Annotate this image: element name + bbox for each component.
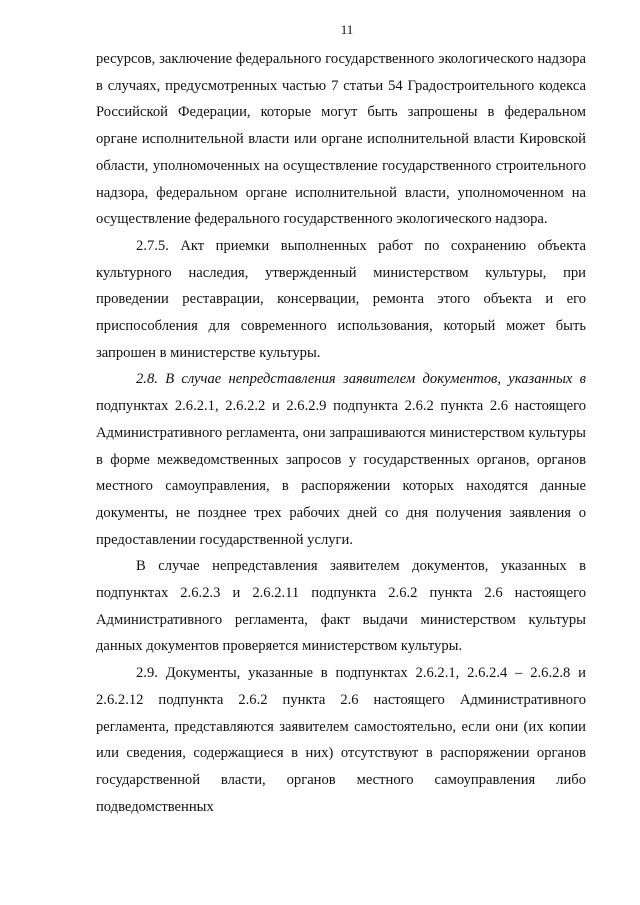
paragraph-2-8-continued: В случае непредставления заявителем документов, указанных в подпунктах 2.6.2.3 и 2.6.2.11 подпункта 2.6.2 пункта 2.6 настоящего Административного регламента, факт выдачи министерством культуры данных документов проверяется министерством культуры. [96,558,586,655]
paragraph-continuation: ресурсов, заключение федерального государственного экологического надзора в случаях, предусмотренных частью 7 статьи 54 Градостроительного кодекса Российской Федерации, которые могут быть запрошены в федеральном органе исполнительной власти или органе исполнительной власти Кировской области, уполномоченных на осуществление государственного строительного надзора, федеральном органе исполнительной власти, уполномоченном на осуществление федерального государственного экологического надзора. [96,51,586,228]
paragraph-2-7-5: 2.7.5. Акт приемки выполненных работ по сохранению объекта культурного наследия, утвержденный министерством культуры, при проведении реставрации, консервации, ремонта этого объекта и его приспособления для современного использования, который может быть запрошен в министерстве культуры. [96,237,586,361]
paragraph-2-8-body: подпунктах 2.6.2.1, 2.6.2.2 и 2.6.2.9 подпункта 2.6.2 пункта 2.6 настоящего Административного регламента, они запрашиваются министерством культуры в форме межведомственных запросов у государственных органов, органов местного самоуправления, в распоряжении которых находятся данные документы, не позднее трех рабочих дней со дня получения заявления о предоставлении государственной услуги. [96,398,586,548]
paragraph-2-8-italic-lead: 2.8. В случае непредставления заявителем документов, указанных в [136,371,586,388]
paragraph-2-8 [96,366,586,553]
paragraph-2-9: 2.9. Документы, указанные в подпунктах 2.6.2.1, 2.6.2.4 – 2.6.2.8 и 2.6.2.12 подпункта 2.6.2 пункта 2.6 настоящего Административного регламента, представляются заявителем самостоятельно, если они (их копии или сведения, содержащиеся в них) отсутствуют в распоряжении органов государственной власти, органов местного самоуправления либо подведомственных [96,665,586,815]
page-number: 11 [340,22,354,37]
